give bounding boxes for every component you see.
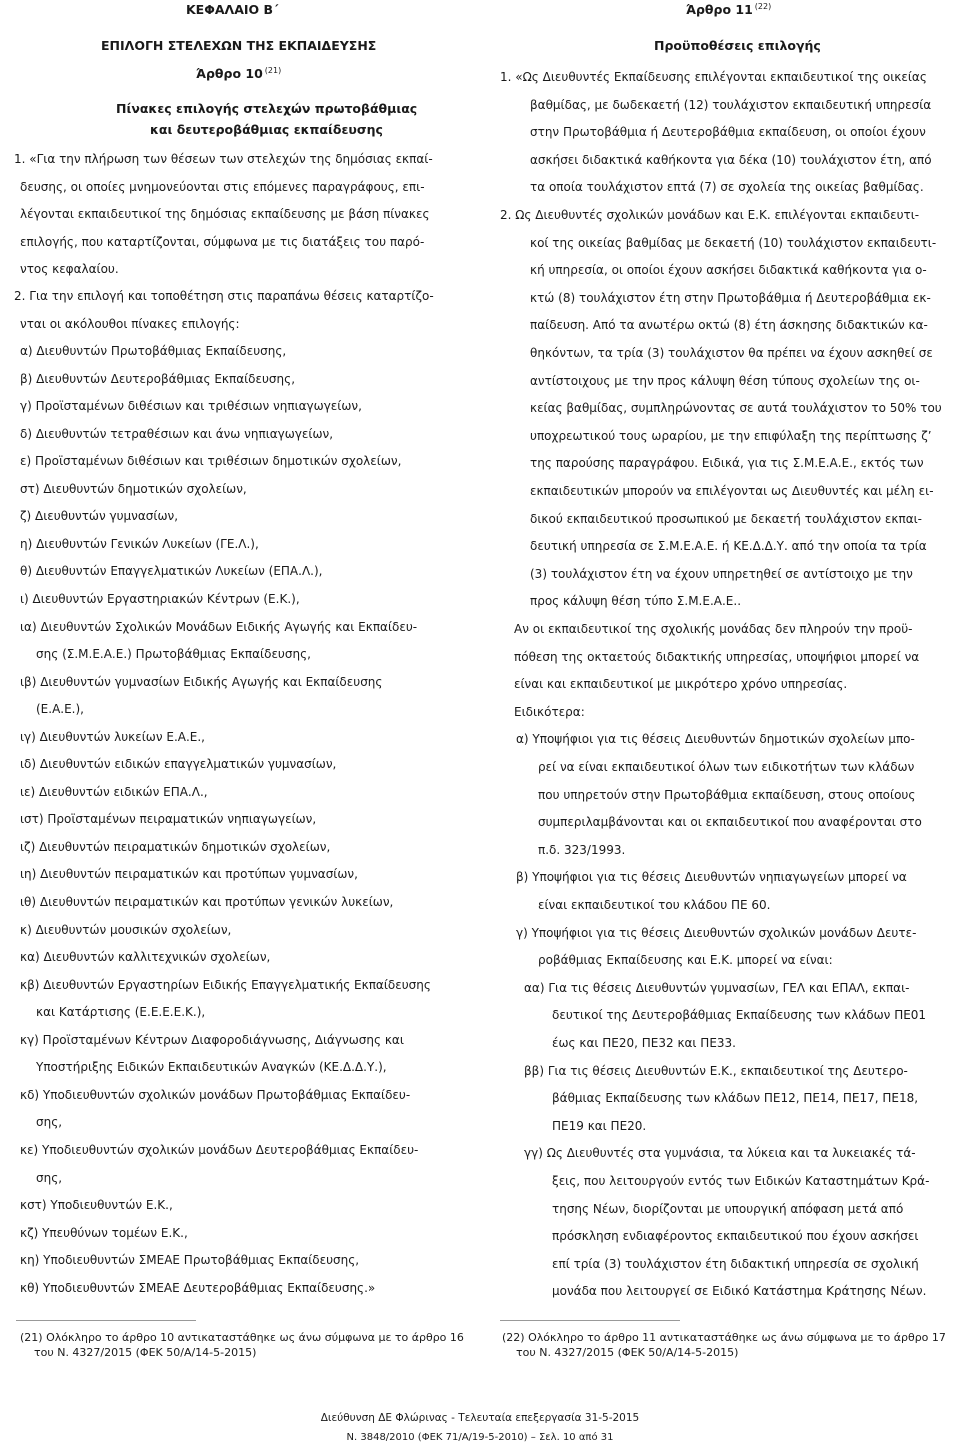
paragraph-line: στην Πρωτοβάθμια ή Δευτεροβάθμια εκπαίδευση, οι οποίοι έχουν <box>530 125 926 140</box>
list-item: ιθ) Διευθυντών πειραματικών και προτύπων γενικών λυκείων, <box>20 895 394 909</box>
paragraph-line: λέγονται εκπαιδευτικοί της δημόσιας εκπαίδευσης με βάση πίνακες <box>20 207 430 222</box>
paragraph-line: είναι εκπαιδευτικοί του κλάδου ΠΕ 60. <box>538 898 771 912</box>
paragraph-line: ρεί να είναι εκπαιδευτικοί όλων των ειδικοτήτων των κλάδων <box>538 760 915 774</box>
list-item: (Ε.Α.Ε.), <box>36 702 84 717</box>
paragraph-line: 2. Για την επιλογή και τοποθέτηση στις παραπάνω θέσεις καταρτίζο- <box>14 289 434 303</box>
list-item: κε) Υποδιευθυντών σχολικών μονάδων Δευτεροβάθμιας Εκπαίδευ- <box>20 1142 419 1157</box>
paragraph-line: ΠΕ19 και ΠΕ20. <box>552 1118 647 1133</box>
paragraph-line: μονάδα που λειτουργεί σε Ειδικό Κατάστημα Κράτησης Νέων. <box>552 1284 927 1299</box>
list-item: ιε) Διευθυντών ειδικών ΕΠΑ.Λ., <box>20 784 208 799</box>
list-item: ιστ) Προϊσταμένων πειραματικών νηπιαγωγείων, <box>20 812 317 827</box>
footer-edit-info: Διεύθυνση ΔΕ Φλώρινας - Τελευταία επεξεργασία 31-5-2015 <box>320 1412 640 1424</box>
chapter-title: ΕΠΙΛΟΓΗ ΣΤΕΛΕΧΩΝ ΤΗΣ ΕΚΠΑΙΔΕΥΣΗΣ <box>101 38 377 53</box>
list-item: ι) Διευθυντών Εργαστηριακών Κέντρων (Ε.Κ.), <box>20 591 300 606</box>
list-item: α) Διευθυντών Πρωτοβάθμιας Εκπαίδευσης, <box>20 344 287 358</box>
footnote-ref-21[interactable]: (21) <box>264 66 282 75</box>
paragraph-line: κείας βαθμίδας, συμπληρώνοντας σε αυτά τουλάχιστον το 50% του <box>530 401 942 416</box>
list-item: στ) Διευθυντών δημοτικών σχολείων, <box>20 481 247 496</box>
paragraph-line: 2. Ως Διευθυντές σχολικών μονάδων και Ε.Κ. επιλέγονται εκπαιδευτι- <box>500 208 920 222</box>
paragraph-line: αντίστοιχους με την προς κάλυψη θέση τύπους σχολείων της οι- <box>530 373 920 388</box>
paragraph-line: (3) τουλάχιστον έτη να έχουν υπηρετηθεί σε αντίστοιχο με την <box>530 566 913 581</box>
paragraph-line: ξεις, που λειτουργούν εντός των Ειδικών Καταστημάτων Κρά- <box>552 1174 930 1188</box>
list-item: δ) Διευθυντών τετραθέσιων και άνω νηπιαγωγείων, <box>20 426 334 441</box>
footnote-divider <box>500 1320 680 1321</box>
list-item: ια) Διευθυντών Σχολικών Μονάδων Ειδικής Αγωγής και Εκπαίδευ- <box>20 619 418 634</box>
paragraph-line: τα οποία τουλάχιστον επτά (7) σε σχολεία της οικείας βαθμίδας. <box>530 180 924 195</box>
list-item: ιγ) Διευθυντών λυκείων Ε.Α.Ε., <box>20 729 205 744</box>
list-item: σης, <box>36 1115 63 1130</box>
paragraph-line: θηκόντων, τα τρία (3) τουλάχιστον θα πρέπει να έχουν ασκηθεί σε <box>530 346 933 360</box>
list-item: ιδ) Διευθυντών ειδικών επαγγελματικών γυμνασίων, <box>20 757 337 772</box>
paragraph-line: επί τρία (3) τουλάχιστον έτη διδακτική υπηρεσία σε σχολική <box>552 1256 919 1271</box>
list-item: σης, <box>36 1170 63 1185</box>
paragraph-line: γ) Υποψήφιοι για τις θέσεις Διευθυντών σχολικών μονάδων Δευτε- <box>516 925 917 940</box>
article-11-heading <box>686 2 771 17</box>
paragraph-line: πόθεση της οκταετούς διδακτικής υπηρεσίας, υποψήφιοι μπορεί να <box>514 649 920 664</box>
paragraph-line: ροβάθμιας Εκπαίδευσης και Ε.Κ. μπορεί να είναι: <box>538 953 833 968</box>
paragraph-line: προς κάλυψη θέση τύπο Σ.Μ.Ε.Α.Ε.. <box>530 594 742 609</box>
paragraph-line: Αν οι εκπαιδευτικοί της σχολικής μονάδας δεν πληρούν την προϋ- <box>514 622 913 636</box>
paragraph-line: υποχρεωτικού τους ωραρίου, με την επιφύλαξη της περίπτωσης ζ’ <box>530 428 932 443</box>
paragraph-line: αα) Για τις θέσεις Διευθυντών γυμνασίων, ΓΕΛ και ΕΠΑΛ, εκπαι- <box>524 980 910 995</box>
list-item: η) Διευθυντών Γενικών Λυκείων (ΓΕ.Λ.), <box>20 536 259 551</box>
paragraph-line: κή υπηρεσία, οι οποίοι έχουν ασκήσει διδακτικά καθήκοντα για ο- <box>530 263 927 278</box>
paragraph-line: τησης Νέων, διορίζονται με υπουργική απόφαση μετά από <box>552 1201 904 1216</box>
paragraph-line: δευσης, οι οποίες μνημονεύονται στις επόμενες παραγράφους, επι- <box>20 179 425 194</box>
article-11-subtitle: Προϋποθέσεις επιλογής <box>654 38 821 53</box>
paragraph-line: ββ) Για τις θέσεις Διευθυντών Ε.Κ., εκπαιδευτικοί της Δευτερο- <box>524 1063 908 1078</box>
paragraph-line: βάθμιας Εκπαίδευσης των κλάδων ΠΕ12, ΠΕ14, ΠΕ17, ΠΕ18, <box>552 1091 919 1106</box>
footnote-divider <box>16 1320 196 1321</box>
list-item: γ) Προϊσταμένων διθέσιων και τριθέσιων νηπιαγωγείων, <box>20 399 362 414</box>
article-10-subtitle-1: Πίνακες επιλογής στελεχών πρωτοβάθμιας <box>116 101 418 116</box>
paragraph-line: ασκήσει διδακτικά καθήκοντα για δέκα (10) τουλάχιστον έτη, από <box>530 152 932 167</box>
paragraph-line: κτώ (8) τουλάχιστον έτη στην Πρωτοβάθμια ή Δευτεροβάθμια εκ- <box>530 290 931 305</box>
paragraph-line: συμπεριλαμβάνονται και οι εκπαιδευτικοί που αναφέρονται στο <box>538 815 922 830</box>
paragraph-line: εκπαιδευτικών μπορούν να επιλέγονται ως Διευθυντές και μέλη ει- <box>530 484 934 498</box>
paragraph-line: ντος κεφαλαίου. <box>20 262 119 277</box>
paragraph-line: που υπηρετούν στην Πρωτοβάθμια εκπαίδευση, στους οποίους <box>538 787 916 802</box>
list-item: κα) Διευθυντών καλλιτεχνικών σχολείων, <box>20 950 271 965</box>
paragraph-line: βαθμίδας, με δωδεκαετή (12) τουλάχιστον εκπαιδευτική υπηρεσία <box>530 97 932 112</box>
footnote-line: (21) Ολόκληρο το άρθρο 10 αντικαταστάθηκε ως άνω σύμφωνα με το άρθρο 16 <box>20 1331 464 1344</box>
list-item: Υποστήριξης Ειδικών Εκπαιδευτικών Αναγκών (ΚΕ.Δ.Δ.Υ.), <box>36 1060 387 1075</box>
list-item: κγ) Προϊσταμένων Κέντρων Διαφοροδιάγνωσης, Διάγνωσης και <box>20 1032 404 1047</box>
article-10-heading <box>196 66 281 81</box>
list-item: κζ) Υπευθύνων τομέων Ε.Κ., <box>20 1225 188 1240</box>
footnote-line: του Ν. 4327/2015 (ΦΕΚ 50/Α/14-5-2015) <box>34 1346 257 1359</box>
article-11-label: Άρθρο 11 <box>686 2 753 18</box>
paragraph-line: επιλογής, που καταρτίζονται, σύμφωνα με τις διατάξεις του παρό- <box>20 234 425 249</box>
paragraph-line: πρόσκληση ενδιαφέροντος εκπαιδευτικού που έχουν ασκήσει <box>552 1229 919 1244</box>
paragraph-line: γγ) Ως Διευθυντές στα γυμνάσια, τα λύκεια και τα λυκειακές τά- <box>524 1146 916 1161</box>
footer-page-info: Ν. 3848/2010 (ΦΕΚ 71/Α/19-5-2010) – Σελ. 10 από 31 <box>346 1432 614 1443</box>
paragraph-line: κοί της οικείας βαθμίδας με δεκαετή (10) τουλάχιστον εκπαιδευτι- <box>530 235 937 250</box>
paragraph-line: α) Υποψήφιοι για τις θέσεις Διευθυντών δημοτικών σχολείων μπο- <box>516 732 915 747</box>
paragraph-line: δευτική υπηρεσία σε Σ.Μ.Ε.Α.Ε. ή ΚΕ.Δ.Δ.Υ. από την οποία τα τρία <box>530 539 927 554</box>
list-item: ζ) Διευθυντών γυμνασίων, <box>20 509 179 524</box>
chapter-heading: ΚΕΦΑΛΑΙΟ Β΄ <box>186 2 279 17</box>
list-item: σης (Σ.Μ.Ε.Α.Ε.) Πρωτοβάθμιας Εκπαίδευσης, <box>36 647 311 662</box>
footnote-line: του Ν. 4327/2015 (ΦΕΚ 50/Α/14-5-2015) <box>516 1346 739 1359</box>
paragraph-line: νται οι ακόλουθοι πίνακες επιλογής: <box>20 316 240 331</box>
paragraph-line: 1. «Για την πλήρωση των θέσεων των στελεχών της δημόσιας εκπαί- <box>14 152 433 166</box>
article-10-label: Άρθρο 10 <box>196 66 263 82</box>
list-item: β) Διευθυντών Δευτεροβάθμιας Εκπαίδευσης, <box>20 371 296 386</box>
footnote-ref-22[interactable]: (22) <box>754 2 772 11</box>
paragraph-line: έως και ΠΕ20, ΠΕ32 και ΠΕ33. <box>552 1036 736 1050</box>
list-item: ε) Προϊσταμένων διθέσιων και τριθέσιων δημοτικών σχολείων, <box>20 454 402 469</box>
list-item: κ) Διευθυντών μουσικών σχολείων, <box>20 922 232 937</box>
list-item: ιβ) Διευθυντών γυμνασίων Ειδικής Αγωγής και Εκπαίδευσης <box>20 674 383 689</box>
paragraph-line: δικού εκπαιδευτικού προσωπικού με δεκαετή τουλάχιστον εκπαι- <box>530 511 923 526</box>
paragraph-line: β) Υποψήφιοι για τις θέσεις Διευθυντών νηπιαγωγείων μπορεί να <box>516 870 907 885</box>
list-item: ιη) Διευθυντών πειραματικών και προτύπων γυμνασίων, <box>20 867 358 882</box>
paragraph-line: π.δ. 323/1993. <box>538 842 626 857</box>
article-10-subtitle-2: και δευτεροβάθμιας εκπαίδευσης <box>150 122 383 137</box>
paragraph-line: 1. «Ως Διευθυντές Εκπαίδευσης επιλέγονται εκπαιδευτικοί της οικείας <box>500 70 927 84</box>
list-item: θ) Διευθυντών Επαγγελματικών Λυκείων (ΕΠΑ.Λ.), <box>20 564 323 579</box>
list-item: κθ) Υποδιευθυντών ΣΜΕΑΕ Δευτεροβάθμιας Εκπαίδευσης.» <box>20 1280 376 1295</box>
footnote-line: (22) Ολόκληρο το άρθρο 11 αντικαταστάθηκε ως άνω σύμφωνα με το άρθρο 17 <box>502 1331 946 1344</box>
list-item: κβ) Διευθυντών Εργαστηρίων Ειδικής Επαγγελματικής Εκπαίδευσης <box>20 977 431 992</box>
list-item: κστ) Υποδιευθυντών Ε.Κ., <box>20 1198 173 1213</box>
paragraph-line: της παρούσης παραγράφου. Ειδικά, για τις Σ.Μ.Ε.Α.Ε., εκτός των <box>530 456 924 471</box>
paragraph-line: Ειδικότερα: <box>514 704 585 719</box>
paragraph-line: δευτικοί της Δευτεροβάθμιας Εκπαίδευσης των κλάδων ΠΕ01 <box>552 1008 927 1023</box>
list-item: κδ) Υποδιευθυντών σχολικών μονάδων Πρωτοβάθμιας Εκπαίδευ- <box>20 1087 411 1102</box>
list-item: και Κατάρτισης (Ε.Ε.Ε.Ε.Κ.), <box>36 1005 206 1020</box>
paragraph-line: είναι και εκπαιδευτικοί με μικρότερο χρόνο υπηρεσίας. <box>514 677 848 692</box>
paragraph-line: παίδευση. Από τα ανωτέρω οκτώ (8) έτη άσκησης διδακτικών κα- <box>530 318 928 333</box>
list-item: κη) Υποδιευθυντών ΣΜΕΑΕ Πρωτοβάθμιας Εκπαίδευσης, <box>20 1253 360 1268</box>
list-item: ιζ) Διευθυντών πειραματικών δημοτικών σχολείων, <box>20 839 331 854</box>
